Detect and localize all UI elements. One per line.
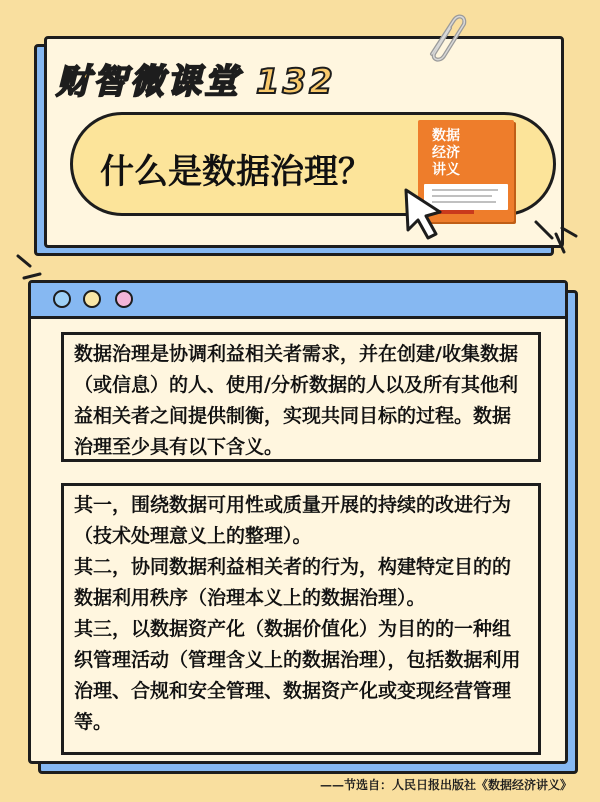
meaning-item-2: 其二，协同数据利益相关者的行为，构建特定目的的数据利用秩序（治理本义上的数据治理）。: [74, 556, 512, 609]
window-dot-yellow: [83, 290, 101, 308]
main-title: 什么是数据治理？: [100, 152, 372, 192]
meaning-item-3: 其三，以数据资产化（数据价值化）为目的的一种组织管理活动（管理含义上的数据治理），包括数据利用治理、合规和安全管理、数据资产化或变现经营管理等。: [74, 618, 521, 733]
content-window: [28, 280, 568, 764]
definition-text: 数据治理是协调利益相关者需求，并在创建/收集数据（或信息）的人、使用/分析数据的人以及所有其他利益相关者之间提供制衡，实现共同目标的过程。数据治理至少具有以下含义。: [74, 343, 518, 458]
series-title: 财智微课堂 132: [56, 62, 336, 102]
decorative-lines: [530, 216, 580, 262]
window-title-bar: [31, 283, 565, 319]
meaning-item-1: 其一，围绕数据可用性或质量开展的持续的改进行为（技术处理意义上的整理）。: [74, 494, 512, 547]
window-dot-pink: [115, 290, 133, 308]
definition-box: [61, 332, 541, 462]
cursor-icon: [400, 186, 450, 242]
paperclip-icon: [418, 6, 474, 66]
meanings-box: [61, 483, 541, 755]
source-note: ——节选自：人民日报出版社《数据经济讲义》: [319, 778, 572, 792]
window-dot-blue: [53, 290, 71, 308]
book-title: 数据 经济 讲义: [432, 128, 460, 178]
